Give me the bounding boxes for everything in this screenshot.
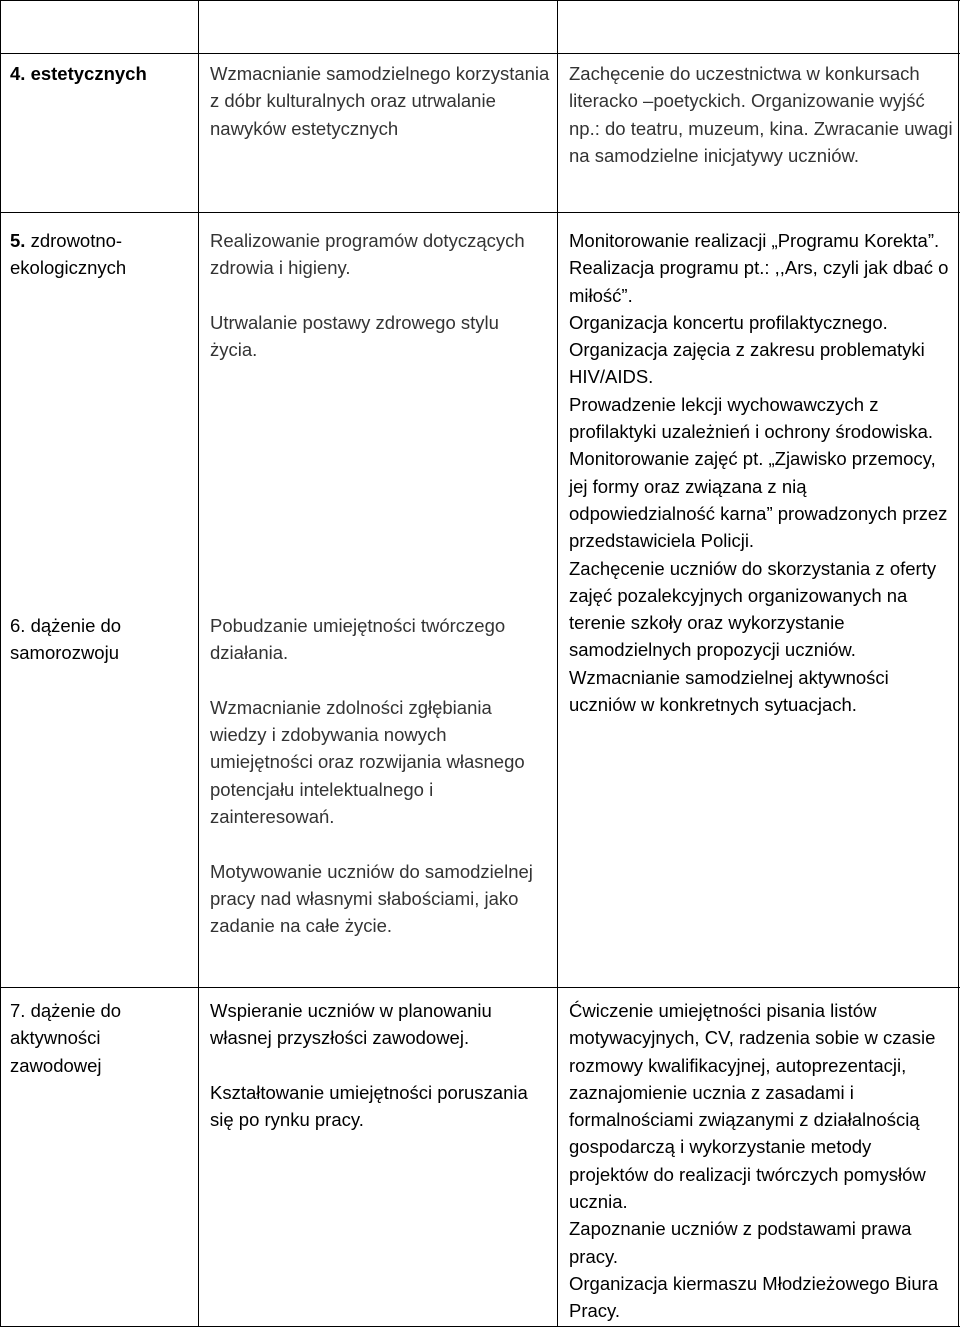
category-label-line2: aktywności [10, 1027, 101, 1049]
category-label: 7. dążenie do [10, 1000, 122, 1021]
task-text: Monitorowanie realizacji „Programu Korekta”. [569, 230, 940, 251]
task-text: Organizacja koncertu profilaktycznego. [569, 311, 888, 333]
goal-text: Motywowanie uczniów do samodzielnej pracy nad własnymi słabościami, jako zadanie na całe życie. [210, 860, 533, 937]
goal-text: Kształtowanie umiejętności poruszania się po rynku pracy. [210, 1081, 528, 1131]
task-text: Ćwiczenie umiejętności pisania listów motywacyjnych, CV, radzenia sobie w czasie rozmowy kwalifikacyjnej, autoprezentacji, zaznajomienie ucznia z zasadami i formalnościami związanymi z działalnością gospodarczą i wykorzystanie metody projektów do realizacji twórczych pomysłów ucznia. [569, 1000, 936, 1213]
category-label-line3: zawodowej [10, 1054, 102, 1076]
category-label-line2: ekologicznych [10, 257, 127, 279]
goal-text: Utrwalanie postawy zdrowego stylu życia. [210, 311, 499, 361]
task-text: Wzmacnianie samodzielnej aktywności uczniów w konkretnych sytuacjach. [569, 666, 889, 716]
category-number: 5. [10, 230, 26, 251]
goal-text: Wzmacnianie zdolności zgłębiania wiedzy i zdobywania nowych umiejętności oraz rozwijania własnego potencjału intelektualnego i zainteresowań. [210, 696, 525, 828]
category-cell [10, 997, 195, 1079]
category-label: 4. estetycznych [10, 63, 147, 84]
row-divider [0, 212, 960, 213]
category-cell [10, 60, 195, 87]
row-divider [0, 53, 960, 54]
column-divider [958, 0, 959, 1327]
goal-text: Pobudzanie umiejętności twórczego działania. [210, 615, 506, 664]
row-divider [0, 987, 960, 988]
task-text: Zachęcenie do uczestnictwa w konkursach literacko –poetyckich. Organizowanie wyjść np.: do teatru, muzeum, kina. Zwracanie uwagi na samodzielne inicjatywy uczniów. [569, 63, 953, 166]
category-label: 6. dążenie do [10, 615, 122, 636]
category-label-line2: samorozwoju [10, 642, 119, 664]
tasks-cell [569, 60, 954, 169]
category-name: zdrowotno- [30, 230, 123, 251]
column-divider [0, 0, 1, 1327]
task-text: Prowadzenie lekcji wychowawczych z profilaktyki uzależnień i ochrony środowiska. [569, 393, 934, 443]
table-top-border [0, 0, 960, 1]
goal-text: Wspieranie uczniów w planowaniu własnej przyszłości zawodowej. [210, 1000, 492, 1049]
goal-text: Wzmacnianie samodzielnego korzystania z dóbr kulturalnych oraz utrwalanie nawyków estetycznych [210, 63, 550, 139]
task-text: Monitorowanie zajęć pt. „Zjawisko przemocy, jej formy oraz związana z nią odpowiedzialność karna” prowadzonych przez przedstawiciela Policji. [569, 448, 948, 552]
category-label [10, 227, 195, 254]
column-divider [557, 0, 558, 1327]
goals-cell [210, 612, 550, 940]
column-divider [198, 0, 199, 1327]
category-cell [10, 227, 195, 282]
task-text: Organizacja zajęcia z zakresu problematyki HIV/AIDS. [569, 339, 925, 388]
task-text: Zapoznanie uczniów z podstawami prawa pracy. [569, 1218, 912, 1267]
goals-cell [210, 997, 550, 1133]
category-cell [10, 612, 195, 667]
tasks-cell [569, 997, 954, 1325]
task-text: Organizacja kiermaszu Młodzieżowego Biura Pracy. [569, 1272, 939, 1322]
tasks-cell [569, 227, 954, 718]
task-text: Zachęcenie uczniów do skorzystania z oferty zajęć pozalekcyjnych organizowanych na terenie szkoły oraz wykorzystanie samodzielnych propozycji uczniów. [569, 557, 937, 661]
task-text: Realizacja programu pt.: ,,Ars, czyli jak dbać o miłość”. [569, 257, 949, 306]
goals-cell [210, 60, 550, 142]
goal-text: Realizowanie programów dotyczących zdrowia i higieny. [210, 230, 525, 279]
goals-cell [210, 227, 550, 363]
